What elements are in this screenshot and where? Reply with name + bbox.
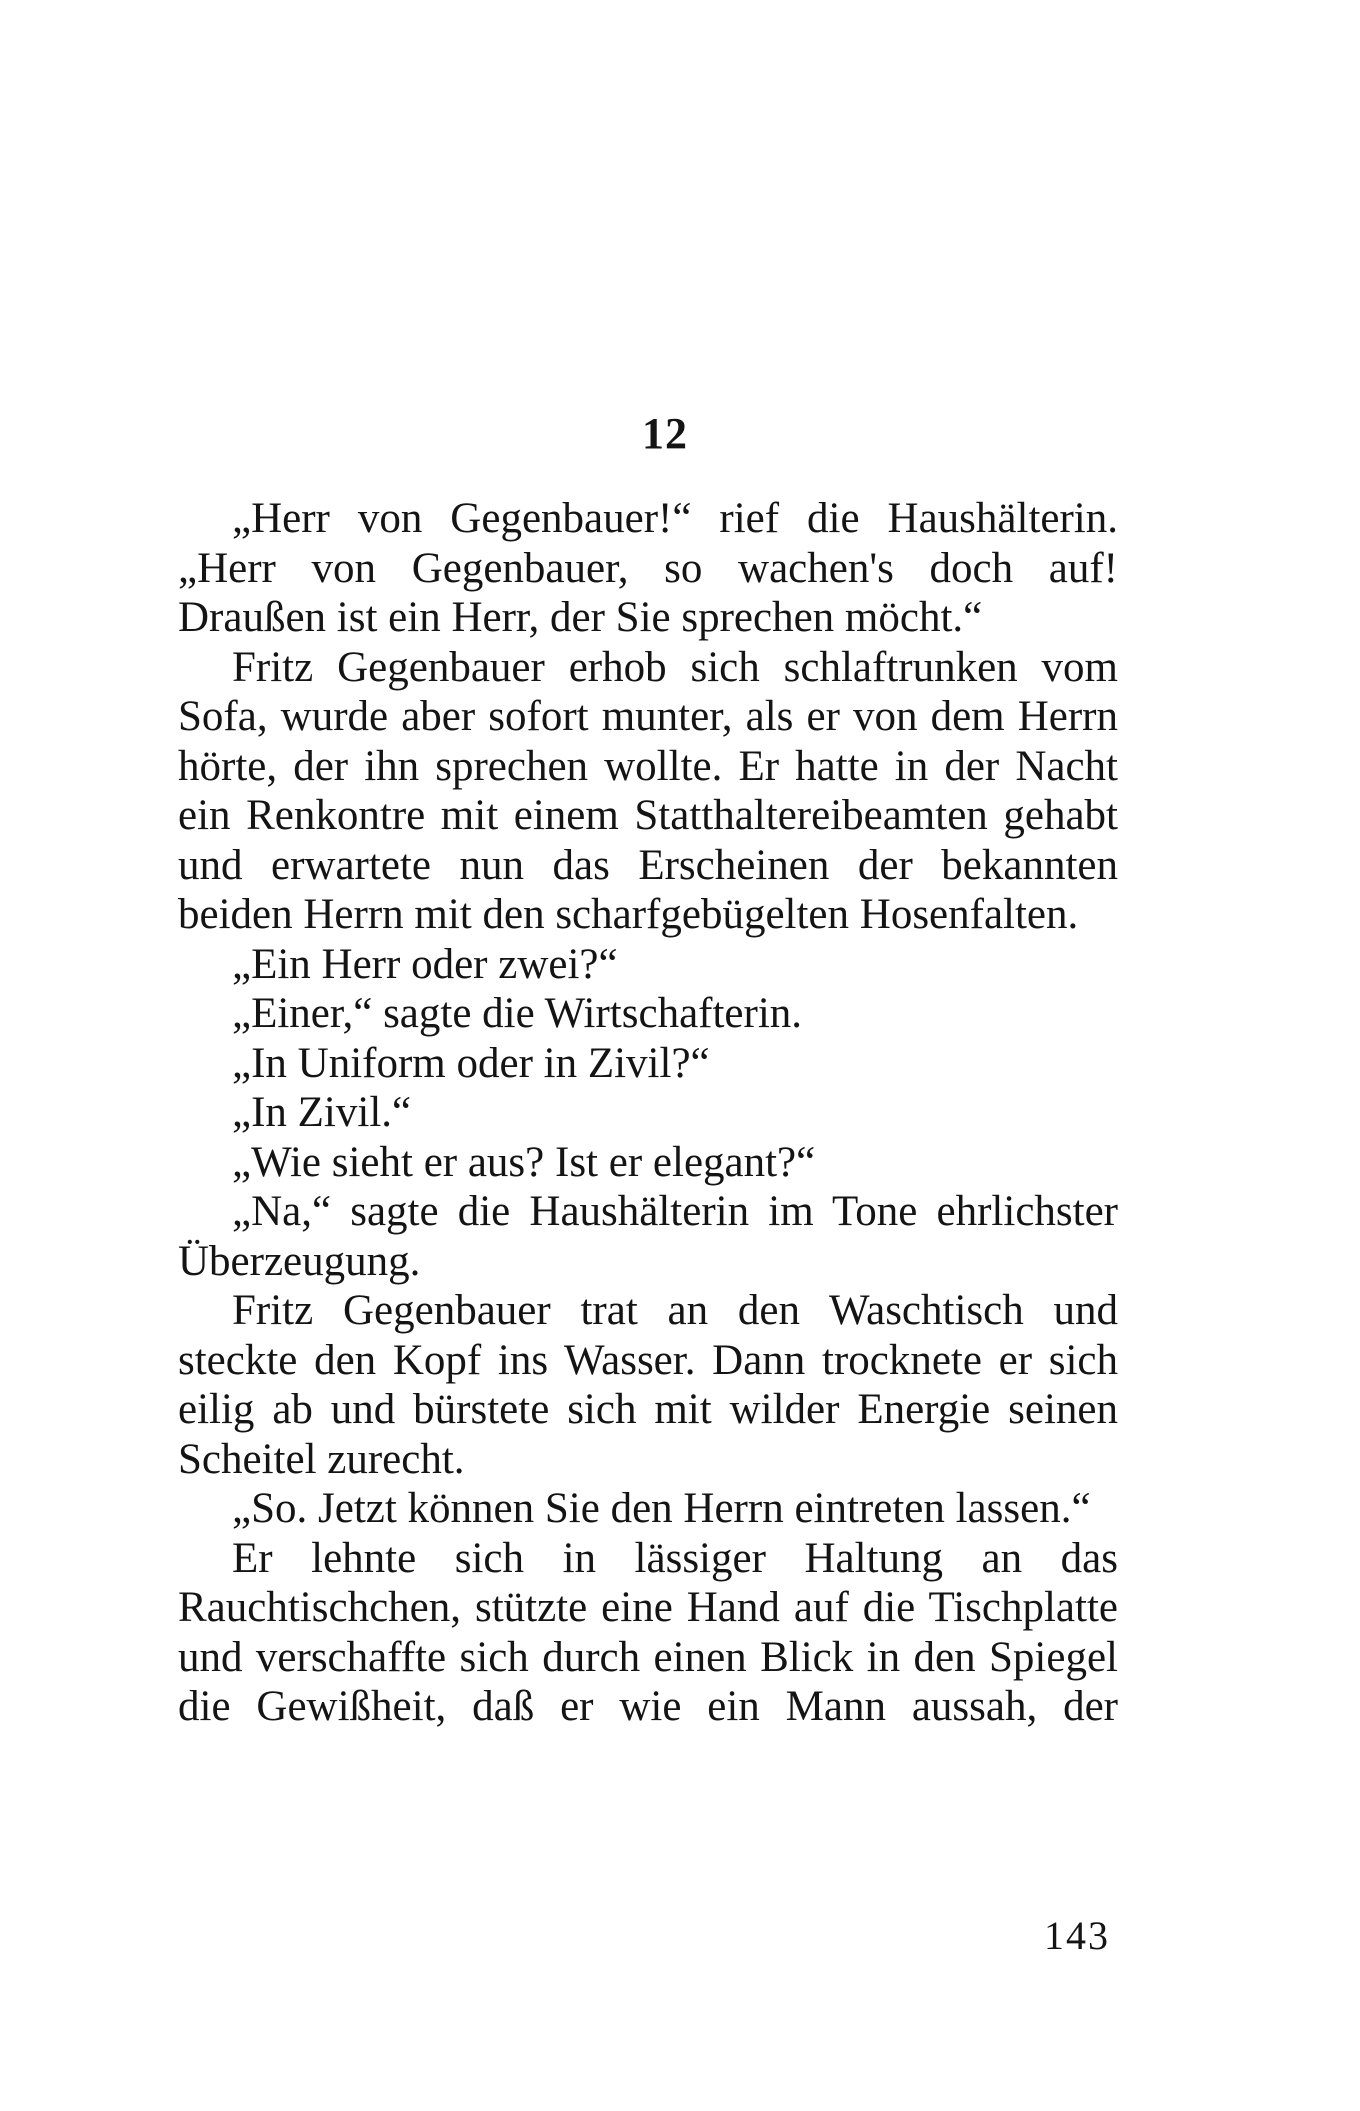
paragraph-2: Fritz Gegenbauer erhob sich schlaftrunken vom Sofa, wurde aber sofort munter, als er von dem Herrn hörte, der ihn sprechen wollte. Er hatte in der Nacht ein Renkontre mit einem Statthaltereibeamten gehabt und erwartete nun das Erscheinen der bekannten beiden Herrn mit den scharfgebügelten Hosenfalten. (178, 643, 1118, 938)
chapter-number: 12 (642, 409, 688, 458)
paragraph-1: „Herr von Gegenbauer!“ rief die Haushälterin. „Herr von Gegenbauer, so wachen's doch auf! Draußen ist ein Herr, der Sie sprechen möcht.“ (178, 495, 1118, 641)
paragraph-7: „Wie sieht er aus? Ist er elegant?“ (232, 1138, 816, 1186)
paragraph-9: Fritz Gegenbauer trat an den Waschtisch und steckte den Kopf ins Wasser. Dann trocknete er sich eilig ab und bürstete sich mit wilder Energie seinen Scheitel zurecht. (178, 1287, 1118, 1483)
paragraph-3: „Ein Herr oder zwei?“ (232, 940, 618, 988)
page-number: 143 (1044, 1913, 1110, 1958)
paragraph-11: Er lehnte sich in lässiger Haltung an das Rauchtischchen, stützte eine Hand auf die Tischplatte und verschaffte sich durch einen Blick in den Spiegel die Gewißheit, daß er wie ein Mann aussah, der (178, 1534, 1118, 1730)
paragraph-6: „In Zivil.“ (232, 1089, 412, 1136)
paragraph-10: „So. Jetzt können Sie den Herrn eintreten lassen.“ (232, 1485, 1091, 1532)
body-text (178, 494, 1118, 1732)
paragraph-4: „Einer,“ sagte die Wirtschafterin. (232, 990, 803, 1037)
paragraph-5: „In Uniform oder in Zivil?“ (232, 1039, 710, 1087)
paragraph-8: „Na,“ sagte die Haushälterin im Tone ehrlichster Überzeugung. (178, 1188, 1118, 1285)
